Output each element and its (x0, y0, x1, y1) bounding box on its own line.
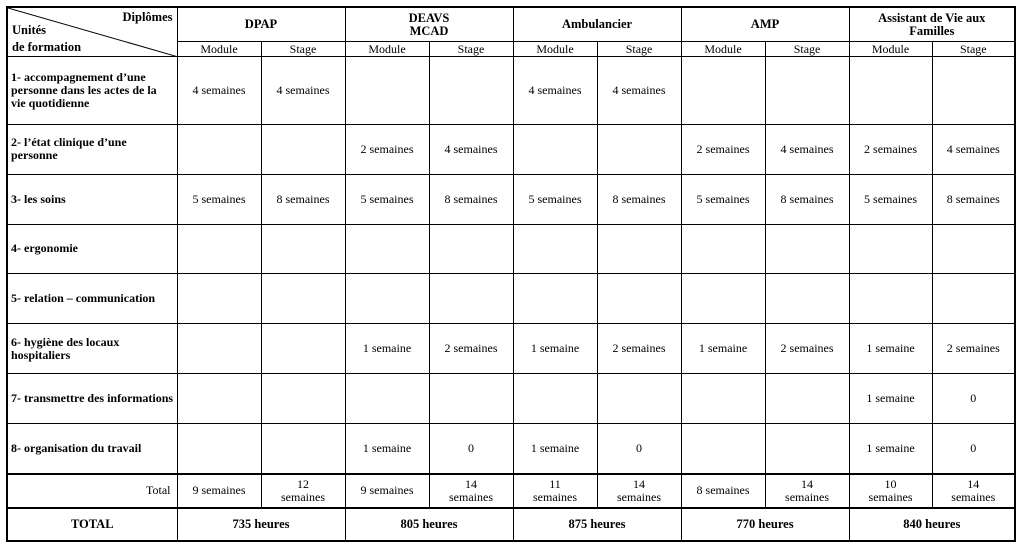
cell (345, 224, 429, 274)
cell: 8 semaines (597, 174, 681, 224)
cell (765, 424, 849, 474)
cell: 1 semaine (345, 324, 429, 374)
cell (932, 274, 1015, 324)
cell (177, 424, 261, 474)
cell (345, 374, 429, 424)
cell (849, 224, 932, 274)
cell (932, 224, 1015, 274)
total-cell: 14 semaines (597, 474, 681, 509)
cell: 5 semaines (345, 174, 429, 224)
cell: 4 semaines (429, 124, 513, 174)
cell: 8 semaines (261, 174, 345, 224)
cell (765, 224, 849, 274)
unites-label: Unités (12, 23, 47, 37)
cell: 5 semaines (849, 174, 932, 224)
total-cell: 14 semaines (932, 474, 1015, 509)
formation-label: de formation (12, 40, 82, 55)
total-cell: 12 semaines (261, 474, 345, 509)
cell: 0 (932, 424, 1015, 474)
table-row (7, 57, 1015, 124)
cell (513, 124, 597, 174)
cell: 5 semaines (681, 174, 765, 224)
cell: 2 semaines (429, 324, 513, 374)
grand-total-value: 805 heures (345, 508, 513, 541)
table-row (7, 174, 1015, 224)
cell (261, 424, 345, 474)
module-header: Module (849, 42, 932, 57)
diploma-header: DPAP (177, 7, 345, 42)
unit-label: 1- accompagnement d’une personne dans les actes de la vie quotidienne (7, 57, 177, 124)
cell: 8 semaines (429, 174, 513, 224)
grand-total-value: 735 heures (177, 508, 345, 541)
module-header: Module (513, 42, 597, 57)
cell (177, 124, 261, 174)
cell (849, 274, 932, 324)
cell (597, 124, 681, 174)
grand-total-row (7, 508, 1015, 541)
total-cell: 14 semaines (765, 474, 849, 509)
cell (429, 274, 513, 324)
cell: 2 semaines (765, 324, 849, 374)
cell (261, 224, 345, 274)
cell: 4 semaines (765, 124, 849, 174)
cell (261, 324, 345, 374)
stage-header: Stage (932, 42, 1015, 57)
stage-header: Stage (597, 42, 681, 57)
total-label: Total (7, 474, 177, 509)
cell (429, 224, 513, 274)
stage-header: Stage (765, 42, 849, 57)
diploma-header: AMP (681, 7, 849, 42)
grand-total-value: 840 heures (849, 508, 1015, 541)
cell: 1 semaine (513, 424, 597, 474)
total-cell: 10 semaines (849, 474, 932, 509)
table-row (7, 274, 1015, 324)
cell (429, 57, 513, 124)
diplomes-label: Diplômes (122, 10, 173, 24)
cell (177, 224, 261, 274)
diploma-header: DEAVS MCAD (345, 7, 513, 42)
cell (345, 57, 429, 124)
cell: 2 semaines (932, 324, 1015, 374)
module-header: Module (177, 42, 261, 57)
cell: 0 (597, 424, 681, 474)
training-units-table (6, 6, 1016, 542)
cell: 1 semaine (849, 374, 932, 424)
cell: 4 semaines (261, 57, 345, 124)
cell (261, 274, 345, 324)
cell (932, 57, 1015, 124)
total-cell: 9 semaines (177, 474, 261, 509)
stage-header: Stage (261, 42, 345, 57)
total-row (7, 474, 1015, 509)
cell (765, 374, 849, 424)
unit-label: 6- hygiène des locaux hospitaliers (7, 324, 177, 374)
cell: 8 semaines (765, 174, 849, 224)
cell: 4 semaines (177, 57, 261, 124)
cell (177, 374, 261, 424)
cell: 1 semaine (513, 324, 597, 374)
cell (513, 224, 597, 274)
unit-label: 4- ergonomie (7, 224, 177, 274)
cell (177, 324, 261, 374)
grand-total-value: 875 heures (513, 508, 681, 541)
cell (429, 374, 513, 424)
table-row (7, 324, 1015, 374)
table-row (7, 424, 1015, 474)
cell (513, 274, 597, 324)
total-cell: 9 semaines (345, 474, 429, 509)
module-header: Module (681, 42, 765, 57)
total-cell: 8 semaines (681, 474, 765, 509)
unit-label: 5- relation – communication (7, 274, 177, 324)
grand-total-value: 770 heures (681, 508, 849, 541)
cell (597, 274, 681, 324)
unit-label: 7- transmettre des informations (7, 374, 177, 424)
cell (765, 57, 849, 124)
total-cell: 11 semaines (513, 474, 597, 509)
unit-label: 2- l’état clinique d’une personne (7, 124, 177, 174)
cell: 1 semaine (345, 424, 429, 474)
table-row (7, 374, 1015, 424)
corner-header-cell (7, 7, 177, 57)
cell (597, 374, 681, 424)
cell: 5 semaines (177, 174, 261, 224)
total-cell: 14 semaines (429, 474, 513, 509)
cell (681, 57, 765, 124)
cell (681, 374, 765, 424)
cell (261, 374, 345, 424)
cell (261, 124, 345, 174)
cell (513, 374, 597, 424)
cell: 4 semaines (597, 57, 681, 124)
cell: 2 semaines (681, 124, 765, 174)
cell: 4 semaines (513, 57, 597, 124)
cell (681, 424, 765, 474)
cell: 4 semaines (932, 124, 1015, 174)
table-row (7, 124, 1015, 174)
cell: 0 (932, 374, 1015, 424)
diploma-header: Assistant de Vie aux Familles (849, 7, 1015, 42)
stage-header: Stage (429, 42, 513, 57)
cell: 1 semaine (681, 324, 765, 374)
unit-label: 3- les soins (7, 174, 177, 224)
cell: 5 semaines (513, 174, 597, 224)
cell (345, 274, 429, 324)
cell (177, 274, 261, 324)
cell: 0 (429, 424, 513, 474)
cell (849, 57, 932, 124)
cell: 2 semaines (345, 124, 429, 174)
grand-total-label: TOTAL (7, 508, 177, 541)
cell: 2 semaines (597, 324, 681, 374)
cell: 8 semaines (932, 174, 1015, 224)
cell: 1 semaine (849, 424, 932, 474)
cell: 1 semaine (849, 324, 932, 374)
cell (681, 274, 765, 324)
unit-label: 8- organisation du travail (7, 424, 177, 474)
cell (765, 274, 849, 324)
cell (597, 224, 681, 274)
table-row (7, 224, 1015, 274)
cell: 2 semaines (849, 124, 932, 174)
cell (681, 224, 765, 274)
diploma-header: Ambulancier (513, 7, 681, 42)
module-header: Module (345, 42, 429, 57)
